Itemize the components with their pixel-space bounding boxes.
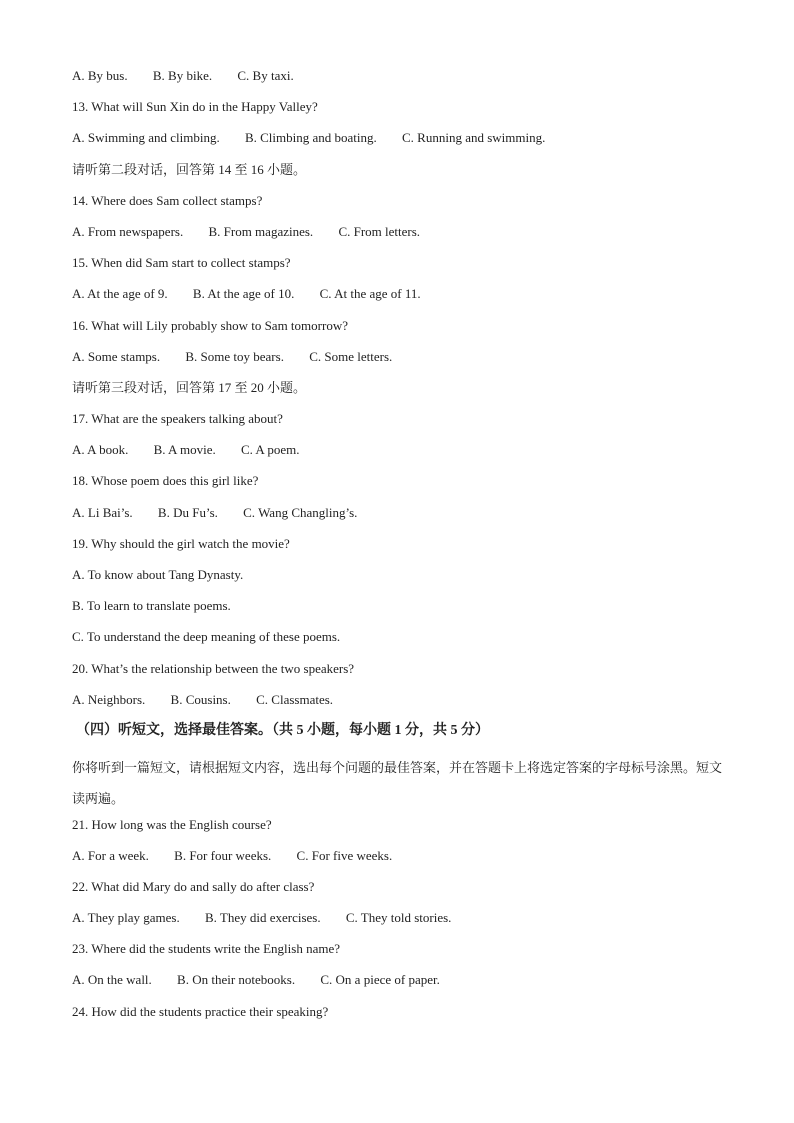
answer-options-16 — [72, 347, 732, 378]
option-b: B. Some toy bears. — [185, 348, 284, 364]
option-a: A. A book. — [72, 442, 129, 458]
answer-options-14 — [72, 222, 732, 253]
option-b: B. On their notebooks. — [177, 972, 296, 988]
section-4-heading: （四）听短文，选择最佳答案。（共 5 小题，每小题 1 分，共 5 分） — [76, 722, 489, 738]
option-b: B. To learn to translate poems. — [72, 598, 231, 614]
option-a: A. To know about Tang Dynasty. — [72, 567, 244, 582]
question-20: 20. What’s the relationship between the two speakers? — [72, 660, 355, 676]
question-22: 22. What did Mary do and sally do after class? — [72, 878, 315, 894]
question-14: 14. Where does Sam collect stamps? — [72, 192, 263, 208]
document-page — [72, 66, 732, 1033]
option-b: B. Du Fu’s. — [157, 504, 218, 520]
answer-options-12 — [72, 66, 732, 97]
option-c: C. To understand the deep meaning of these poems. — [72, 629, 341, 645]
answer-options-20 — [72, 690, 732, 721]
answer-options-15 — [72, 284, 732, 315]
option-c: C. From letters. — [338, 223, 421, 239]
dialogue-2-instruction: 请听第二段对话，回答第 14 至 16 小题。 — [72, 161, 307, 177]
option-a: A. At the age of 9. — [72, 286, 168, 302]
question-16: 16. What will Lily probably show to Sam tomorrow? — [72, 317, 348, 333]
option-c: C. On a piece of paper. — [320, 972, 440, 988]
answer-options-22 — [72, 908, 732, 939]
option-a: A. On the wall. — [72, 972, 152, 988]
option-b: B. They did exercises. — [204, 910, 321, 926]
option-c: C. They told stories. — [345, 910, 452, 926]
option-c: C. Running and swimming. — [402, 130, 546, 146]
option-a: A. They play games. — [72, 910, 180, 926]
question-13: 13. What will Sun Xin do in the Happy Valley? — [72, 99, 318, 115]
question-15: 15. When did Sam start to collect stamps? — [72, 255, 291, 271]
question-19: 19. Why should the girl watch the movie? — [72, 535, 290, 551]
answer-options-13 — [72, 128, 732, 159]
answer-options-17 — [72, 440, 732, 471]
option-c: C. For five weeks. — [296, 847, 393, 863]
option-b: B. Cousins. — [170, 691, 231, 707]
option-a: A. Swimming and climbing. — [72, 130, 220, 146]
answer-options-23 — [72, 970, 732, 1001]
option-a: A. By bus. — [72, 68, 128, 83]
option-b: B. For four weeks. — [174, 847, 272, 863]
question-21: 21. How long was the English course? — [72, 816, 272, 832]
option-b: B. A movie. — [153, 442, 216, 458]
option-b: B. By bike. — [152, 68, 213, 83]
option-a: A. Li Bai’s. — [72, 504, 133, 520]
option-c: C. Some letters. — [309, 348, 393, 364]
option-b: B. At the age of 10. — [192, 286, 295, 302]
question-23: 23. Where did the students write the English name? — [72, 941, 340, 957]
option-c: C. Classmates. — [256, 691, 334, 707]
option-c: C. Wang Changling’s. — [243, 504, 358, 520]
option-a: A. For a week. — [72, 847, 149, 863]
option-b: B. Climbing and boating. — [244, 130, 377, 146]
option-b: B. From magazines. — [208, 223, 314, 239]
option-c: C. By taxi. — [237, 68, 294, 83]
dialogue-3-instruction: 请听第三段对话，回答第 17 至 20 小题。 — [72, 379, 307, 395]
option-c: C. A poem. — [240, 442, 300, 458]
question-17: 17. What are the speakers talking about? — [72, 411, 283, 427]
option-c: C. At the age of 11. — [319, 286, 421, 302]
option-a: A. From newspapers. — [72, 223, 184, 239]
answer-options-18 — [72, 503, 732, 534]
question-24: 24. How did the students practice their speaking? — [72, 1003, 329, 1019]
option-a: A. Neighbors. — [72, 691, 146, 707]
option-a: A. Some stamps. — [72, 348, 161, 364]
answer-options-21 — [72, 846, 732, 877]
section-4-instruction: 你将听到一篇短文，请根据短文内容，选出每个问题的最佳答案，并在答题卡上将选定答案的字母标号涂黑。短文读两遍。 — [72, 760, 723, 807]
question-18: 18. Whose poem does this girl like? — [72, 473, 259, 489]
